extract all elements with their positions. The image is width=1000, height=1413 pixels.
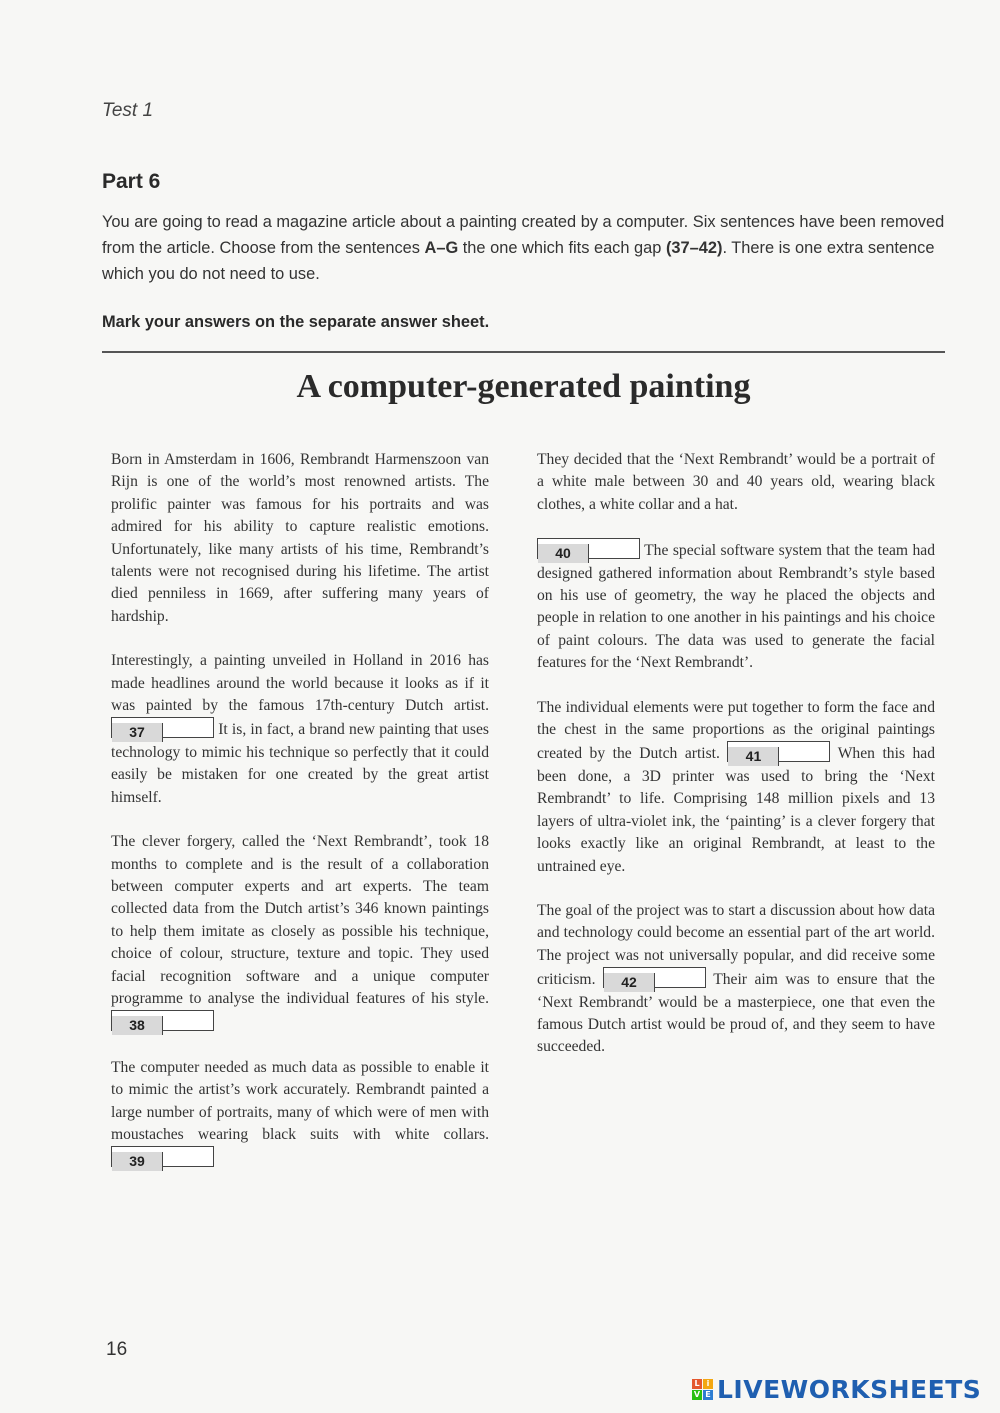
watermark-text: LIVEWORKSHEETS xyxy=(717,1374,982,1404)
logo-letter-l: L xyxy=(692,1379,702,1389)
gap-39-number: 39 xyxy=(112,1152,163,1171)
gap-41-number: 41 xyxy=(728,747,779,766)
logo-letter-v: V xyxy=(693,1389,701,1399)
paragraph-7 xyxy=(537,697,935,878)
logo-letter-i: i xyxy=(703,1379,713,1389)
gap-38-answer[interactable] xyxy=(163,1011,213,1030)
gap-39-box[interactable] xyxy=(111,1146,214,1170)
instructions-letters: A–G xyxy=(424,239,459,257)
gap-37-answer[interactable] xyxy=(163,718,213,737)
divider-rule xyxy=(102,351,945,353)
paragraph-6-text: The special software system that the team had designed gathered information about Rembrandt’s style based on his use of geometry, the way he placed the objects and people in relation to one another in his paintings and his choice of paint colours. The data was used to generate the facial features for the ‘Next Rembrandt’. xyxy=(537,542,935,672)
page-number: 16 xyxy=(106,1339,128,1360)
liveworksheets-watermark[interactable] xyxy=(692,1374,981,1404)
paragraph-2-text-a: Interestingly, a painting unveiled in Holland in 2016 has made headlines around the world because it looks as if it was painted by the famous 17th-century Dutch artist. xyxy=(111,652,489,715)
part-title: Part 6 xyxy=(102,170,161,193)
paragraph-1: Born in Amsterdam in 1606, Rembrandt Harmenszoon van Rijn is one of the world’s most renowned artists. The prolific painter was famous for his portraits and was admired for his ability to capture realistic emotions. Unfortunately, like many artists of his time, Rembrandt’s talents were not recognised during his lifetime. The artist died penniless in 1669, after suffering many years of hardship. xyxy=(111,451,489,625)
gap-42-answer[interactable] xyxy=(655,968,705,987)
gap-37-box[interactable] xyxy=(111,717,214,741)
article-title: A computer-generated painting xyxy=(296,368,751,405)
gap-40-number: 40 xyxy=(538,544,589,563)
gap-40-answer[interactable] xyxy=(589,539,639,558)
gap-42-number: 42 xyxy=(604,973,655,992)
gap-39-answer[interactable] xyxy=(163,1147,213,1166)
paragraph-7-text-b: When this had been done, a 3D printer was used to bring the ‘Next Rembrandt’ to life. Comprising 148 million pixels and 13 layers of ultra-violet ink, the ‘painting’ is a clever forgery that looks exactly like an original Rembrandt, at least to the untrained eye. xyxy=(537,745,936,875)
paragraph-3-text: The clever forgery, called the ‘Next Rembrandt’, took 18 months to complete and is the result of a collaboration between computer experts and art experts. The team collected data from the Dutch artist’s 346 known paintings to help them imitate as closely as possible his technique, choice of colour, structure, texture and topic. They used facial recognition software and a unique computer programme to analyse the individual features of his style. xyxy=(111,833,489,1007)
article-column-right xyxy=(537,449,935,1081)
paragraph-2 xyxy=(111,650,489,809)
paragraph-4-text: The computer needed as much data as possible to enable it to mimic the artist’s work accurately. Rembrandt painted a large number of portraits, many of which were of men with moustaches wearing black suits with white collars. xyxy=(111,1058,489,1143)
gap-38-box[interactable] xyxy=(111,1010,214,1034)
logo-letter-e: E xyxy=(703,1390,713,1400)
instructions-range: (37–42) xyxy=(665,239,723,257)
paragraph-8 xyxy=(537,900,935,1059)
gap-41-answer[interactable] xyxy=(779,742,829,761)
liveworksheets-logo-icon xyxy=(692,1379,713,1400)
instructions xyxy=(102,209,947,287)
instructions-text-1: You are going to read a magazine article about a painting created by a computer. Six sentences have been removed from the article. Choose from the sentences xyxy=(102,213,945,257)
instructions-text-2: the one which fits each gap xyxy=(458,239,666,257)
gap-38-number: 38 xyxy=(112,1016,163,1035)
test-label: Test 1 xyxy=(102,100,154,121)
paragraph-6 xyxy=(537,538,935,674)
paragraph-2-text-b: It is, in fact, a brand new painting that uses technology to mimic his technique so perfectly that it could easily be mistaken for one created by the great artist himself. xyxy=(111,721,489,806)
paragraph-8-text-a: The goal of the project was to start a discussion about how data and technology could become an essential part of the art world. The project was not universally popular, and did receive some criticism. xyxy=(537,901,935,989)
gap-40-box[interactable] xyxy=(537,538,640,562)
mark-answers-note: Mark your answers on the separate answer sheet. xyxy=(102,313,490,331)
article-column-left xyxy=(111,449,489,1193)
paragraph-8-text-b: Their aim was to ensure that the ‘Next Rembrandt’ would be a masterpiece, one that even the famous Dutch artist would be proud of, and they seem to have succeeded. xyxy=(537,971,935,1056)
gap-37-number: 37 xyxy=(112,723,163,742)
gap-42-box[interactable] xyxy=(603,967,706,991)
paragraph-3 xyxy=(111,831,489,1035)
gap-41-box[interactable] xyxy=(727,741,830,765)
paragraph-7-text-a: The individual elements were put together to form the face and the chest in the same proportions as the original paintings created by the Dutch artist. xyxy=(537,698,935,763)
paragraph-5: They decided that the ‘Next Rembrandt’ would be a portrait of a white male between 30 and 40 years old, wearing black clothes, a white collar and a hat. xyxy=(537,451,935,513)
instructions-text-3: . There is one extra sentence which you do not need to use. xyxy=(102,239,935,283)
paragraph-4 xyxy=(111,1057,489,1171)
